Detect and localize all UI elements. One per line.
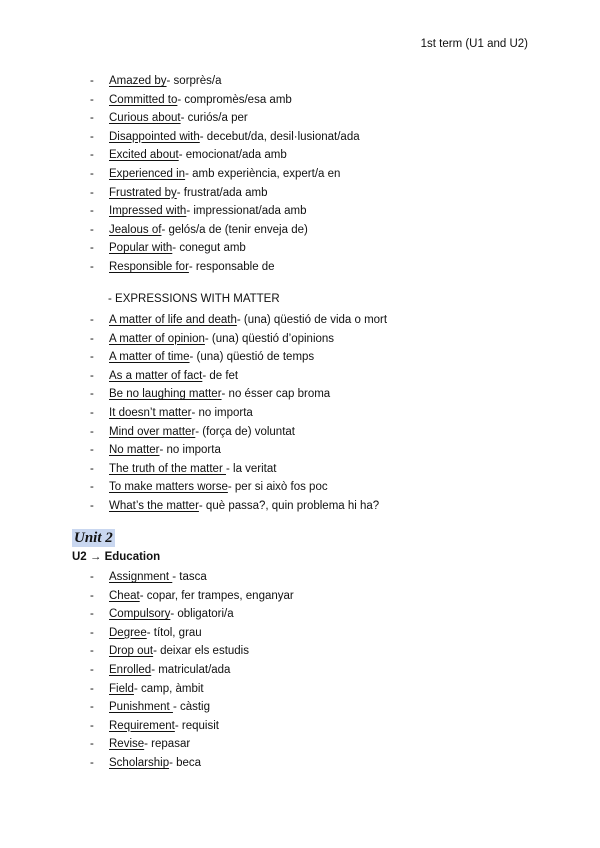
list-bullet: - [90,242,94,255]
vocab-term: Curious about [109,112,181,125]
vocab-list-item [0,735,600,754]
vocab-list-item [0,587,600,606]
vocab-meaning: - sorprès/a [166,75,222,87]
vocab-list-item [0,460,600,479]
vocab-meaning: - títol, grau [146,626,202,639]
list-bullet: - [90,608,94,621]
list-bullet: - [90,112,94,125]
adjectives-list [0,72,600,277]
list-bullet: - [90,167,94,180]
vocab-term: Degree [109,626,147,639]
vocab-list-item [0,624,600,643]
vocab-list-item [0,348,600,367]
vocab-entry [109,165,340,184]
list-bullet: - [90,481,94,494]
vocab-term: Punishment [109,701,173,714]
vocab-term: Cheat [109,589,140,602]
vocab-meaning: - matriculat/ada [151,663,231,676]
vocab-entry [109,91,292,110]
vocab-list-item [0,165,600,184]
vocab-list-item [0,258,600,277]
vocab-term: Committed to [109,93,178,106]
list-bullet: - [90,701,94,714]
vocab-list-item [0,367,600,386]
vocab-meaning: - (una) qüestió d’opinions [204,332,335,345]
vocab-entry [109,587,294,606]
vocab-list-item [0,184,600,203]
list-bullet: - [90,738,94,751]
vocab-list-item [0,330,600,349]
vocab-meaning: - repasar [144,738,191,751]
vocab-entry [109,568,207,587]
vocab-entry [109,258,275,277]
vocab-list-item [0,146,600,165]
list-bullet: - [90,571,94,583]
list-bullet: - [90,719,94,732]
list-bullet: - [90,314,94,326]
vocab-term: What’s the matter [109,499,199,512]
vocab-term: Disappointed with [109,130,200,143]
vocab-meaning: - responsable de [188,260,275,273]
vocab-list-item [0,404,600,423]
vocab-list-item [0,239,600,258]
list-bullet: - [90,93,94,106]
vocab-meaning: - no importa [159,444,221,457]
vocab-meaning: - no importa [191,406,253,419]
list-bullet: - [90,406,94,419]
vocab-entry [109,128,360,147]
vocab-term: A matter of life and death [109,314,237,326]
vocab-list-item [0,441,600,460]
unit-2-title: Unit 2 [74,530,113,546]
vocab-list-item [0,385,600,404]
vocab-list-item [0,642,600,661]
list-bullet: - [90,626,94,639]
vocab-entry [109,735,190,754]
list-bullet: - [90,645,94,658]
vocab-list-item [0,661,600,680]
vocab-entry [109,680,204,699]
list-bullet: - [90,223,94,236]
vocab-meaning: - gelós/a de (tenir enveja de) [161,223,308,236]
vocab-term: Field [109,682,134,695]
list-bullet: - [90,369,94,382]
vocab-meaning: - requisit [174,719,219,732]
vocab-entry [109,239,246,258]
vocab-entry [109,754,201,773]
education-vocabulary-list [0,568,600,773]
vocab-list-item [0,754,600,773]
vocab-term: Scholarship [109,756,170,769]
vocab-entry [109,221,308,240]
vocab-entry [109,642,249,661]
vocab-term: Mind over matter [109,425,196,438]
vocab-list-item [0,72,600,91]
vocab-term: Popular with [109,242,173,255]
vocab-list-item [0,568,600,587]
list-bullet: - [90,499,94,512]
list-bullet: - [90,332,94,345]
vocab-entry [109,348,314,367]
vocab-meaning: - curiós/a per [180,112,248,125]
vocab-list-item [0,91,600,110]
vocab-entry [109,624,202,643]
vocab-entry [109,497,379,516]
vocab-term: Amazed by [109,75,167,87]
vocab-meaning: - conegut amb [172,242,246,255]
vocab-meaning: - què passa?, quin problema hi ha? [198,499,380,512]
list-bullet: - [90,75,94,87]
vocab-term: Enrolled [109,663,152,676]
vocab-term: As a matter of fact [109,369,203,382]
vocab-term: Experienced in [109,167,186,180]
vocab-list-item [0,423,600,442]
list-bullet: - [90,663,94,676]
vocab-term: Requirement [109,719,175,732]
vocab-list-item [0,221,600,240]
vocab-meaning: - emocionat/ada amb [178,149,287,162]
vocab-entry [109,717,219,736]
list-bullet: - [90,682,94,695]
vocab-term: Drop out [109,645,154,658]
list-bullet: - [90,444,94,457]
vocab-list-item [0,478,600,497]
vocab-entry [109,367,238,386]
vocab-meaning: - (força de) voluntat [195,425,295,438]
vocab-term: A matter of time [109,351,190,364]
vocab-entry [109,698,210,717]
vocab-term: A matter of opinion [109,332,205,345]
vocab-meaning: - (una) qüestió de vida o mort [236,314,388,326]
education-subheading: U2 → Education [72,551,161,563]
vocab-list-item [0,680,600,699]
matter-expressions-list [0,311,600,516]
matter-section-heading: - EXPRESSIONS WITH MATTER [108,293,280,305]
vocab-entry [109,184,268,203]
vocab-meaning: - (una) qüestió de temps [189,351,315,364]
vocab-list-item [0,605,600,624]
vocab-entry [109,202,307,221]
vocab-entry [109,330,334,349]
list-bullet: - [90,260,94,273]
vocab-entry [109,441,221,460]
vocab-meaning: - la veritat [225,462,277,475]
vocab-entry [109,478,328,497]
vocab-meaning: - deixar els estudis [153,645,249,658]
list-bullet: - [90,149,94,162]
vocab-term: Excited about [109,149,179,162]
vocab-meaning: - decebut/da, desil·lusionat/ada [199,130,360,143]
vocab-list-item [0,497,600,516]
vocab-entry [109,661,230,680]
vocab-term: It doesn’t matter [109,406,192,419]
vocab-entry [109,146,287,165]
vocab-meaning: - frustrat/ada amb [176,186,268,199]
vocab-list-item [0,128,600,147]
vocab-entry [109,423,295,442]
list-bullet: - [90,205,94,218]
vocab-term: To make matters worse [109,481,228,494]
list-bullet: - [90,130,94,143]
list-bullet: - [90,186,94,199]
vocab-meaning: - amb experiència, expert/a en [185,167,341,180]
list-bullet: - [90,351,94,364]
vocab-meaning: - no ésser cap broma [221,388,331,401]
vocab-entry [109,311,387,330]
list-bullet: - [90,388,94,401]
list-bullet: - [90,589,94,602]
list-bullet: - [90,756,94,769]
vocab-meaning: - compromès/esa amb [177,93,292,106]
vocab-term: Impressed with [109,205,187,218]
vocab-term: Revise [109,738,145,751]
vocab-term: Compulsory [109,608,171,621]
vocab-entry [109,72,222,91]
vocab-entry [109,460,276,479]
vocab-entry [109,605,234,624]
page-header-term: 1st term (U1 and U2) [420,38,528,50]
vocab-meaning: - de fet [202,369,239,382]
vocab-list-item [0,698,600,717]
vocab-term: Be no laughing matter [109,388,222,401]
vocab-meaning: - beca [169,756,202,769]
vocab-term: No matter [109,444,160,457]
vocab-meaning: - càstig [172,701,211,714]
vocab-term: Frustrated by [109,186,177,199]
vocab-meaning: - camp, àmbit [133,682,204,695]
vocab-term: Jealous of [109,223,162,236]
vocab-entry [109,109,248,128]
vocab-term: The truth of the matter [109,462,226,475]
vocab-term: Assignment [109,571,173,583]
vocab-list-item [0,717,600,736]
vocab-meaning: - tasca [172,571,207,583]
list-bullet: - [90,462,94,475]
vocab-list-item [0,311,600,330]
list-bullet: - [90,425,94,438]
vocab-list-item [0,202,600,221]
vocab-meaning: - obligatori/a [170,608,234,621]
vocab-term: Responsible for [109,260,189,273]
vocab-entry [109,404,253,423]
vocab-meaning: - impressionat/ada amb [186,205,307,218]
vocab-list-item [0,109,600,128]
vocab-meaning: - per si això fos poc [227,481,328,494]
vocab-meaning: - copar, fer trampes, enganyar [139,589,294,602]
vocab-entry [109,385,330,404]
